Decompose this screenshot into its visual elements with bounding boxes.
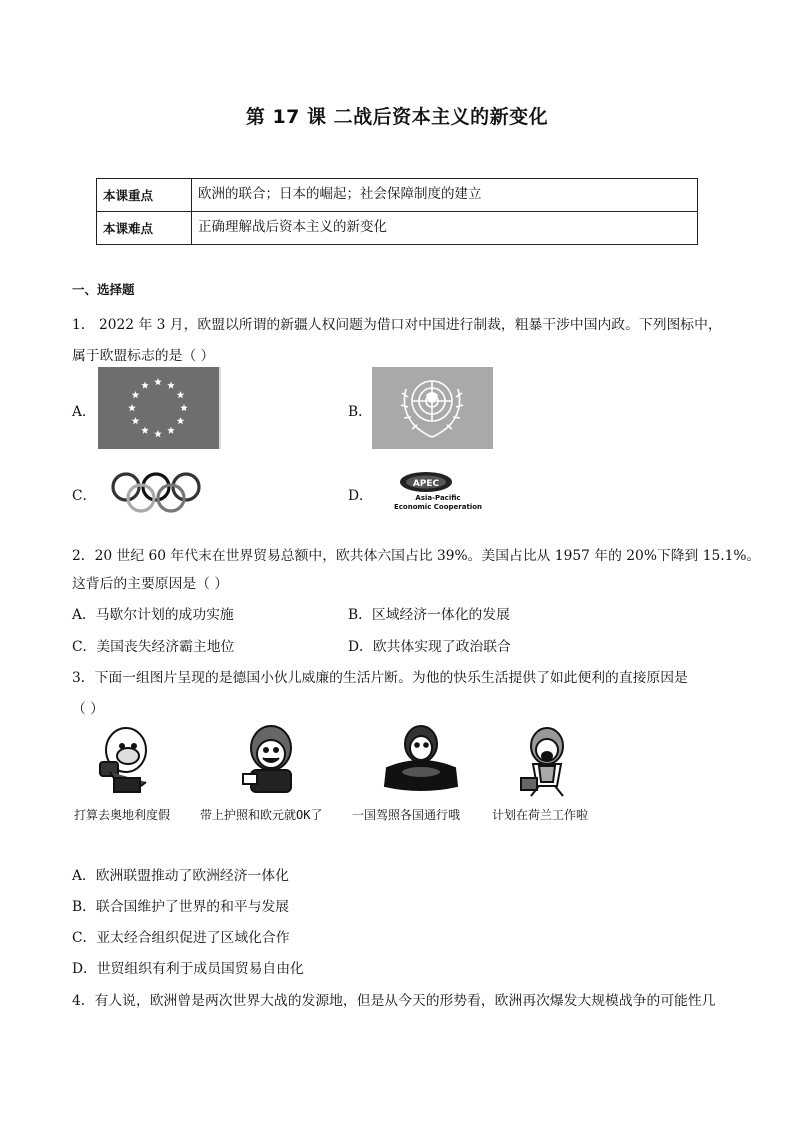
cartoon-work-icon [505,720,595,800]
key-value: 欧洲的联合；日本的崛起；社会保障制度的建立 [192,179,698,212]
apec-logo-text: APEC [412,479,440,489]
q1-option-b-letter: B． [348,404,372,420]
q1-stem-line1: 1． 2022 年 3 月，欧盟以所谓的新疆人权问题为借口对中国进行制裁，粗暴干涉中国内政。下列图标中， [72,317,722,333]
cartoon-caption-1: 打算去奥地利度假 [74,808,171,822]
q2-stem-line2: 这背后的主要原因是（ ） [72,576,229,592]
eu-star [167,427,175,434]
cartoon-caption-3: 一国驾照各国通行哦 [352,808,461,822]
table-row [97,212,698,245]
eu-star [141,381,149,388]
q2-option-d: D．欧共体实现了政治联合 [348,639,511,655]
q2-option-b: B．区域经济一体化的发展 [348,607,510,623]
q1-option-a-letter: A． [72,404,96,420]
eu-star [128,404,136,411]
q2-stem-line1: 2．20 世纪 60 年代末在世界贸易总额中，欧共体六国占比 39%。美国占比从 1957 年的 20%下降到 15.1%。 [72,548,761,564]
difficulty-value: 正确理解战后资本主义的新变化 [192,212,698,245]
eu-star [154,430,162,437]
cartoon-passport-icon [225,720,315,800]
q3-option-c: C．亚太经合组织促进了区域化合作 [72,930,290,946]
olympic-rings-icon [106,470,206,514]
eu-flag-icon [98,367,221,449]
eu-star [180,404,188,411]
q4-stem-line1: 4．有人说，欧洲曾是两次世界大战的发源地，但是从今天的形势看，欧洲再次爆发大规模战争的可能性几 [72,993,716,1009]
apec-line1: Asia-Pacific [415,494,461,502]
key-points-table [96,178,698,245]
cartoon-vacation-icon [80,720,170,800]
difficulty-label: 本课难点 [97,212,192,245]
table-row [97,179,698,212]
key-label: 本课重点 [97,179,192,212]
eu-star [132,391,140,398]
eu-star [141,427,149,434]
apec-logo-icon [384,470,492,512]
q3-option-b: B．联合国维护了世界的和平与发展 [72,899,290,915]
q2-option-a: A．马歇尔计划的成功实施 [72,607,234,623]
q1-option-d-letter: D． [348,488,373,504]
cartoon-caption-4: 计划在荷兰工作啦 [492,808,589,822]
q3-option-a: A．欧洲联盟推动了欧洲经济一体化 [72,868,289,884]
cartoon-driving-icon [375,720,465,800]
un-emblem-icon [372,367,493,449]
q1-option-c-letter: C． [72,488,97,504]
q3-stem-line2: （ ） [72,701,104,717]
eu-star [132,417,140,424]
eu-star [154,378,162,385]
q3-option-d: D．世贸组织有利于成员国贸易自由化 [72,961,304,977]
eu-star [177,391,185,398]
cartoon-caption-2: 带上护照和欧元就OK了 [200,808,323,822]
eu-star [177,417,185,424]
apec-line2: Economic Cooperation [393,503,483,511]
q3-stem-line1: 3．下面一组图片呈现的是德国小伙儿威廉的生活片断。为他的快乐生活提供了如此便利的直接原因是 [72,670,688,686]
q2-option-c: C．美国丧失经济霸主地位 [72,639,235,655]
eu-stars-ring [98,367,219,449]
page-title: 第 17 课 二战后资本主义的新变化 [245,106,549,128]
q1-stem-line2: 属于欧盟标志的是（ ） [72,348,215,364]
eu-star [167,381,175,388]
section-heading: 一、选择题 [72,282,135,297]
